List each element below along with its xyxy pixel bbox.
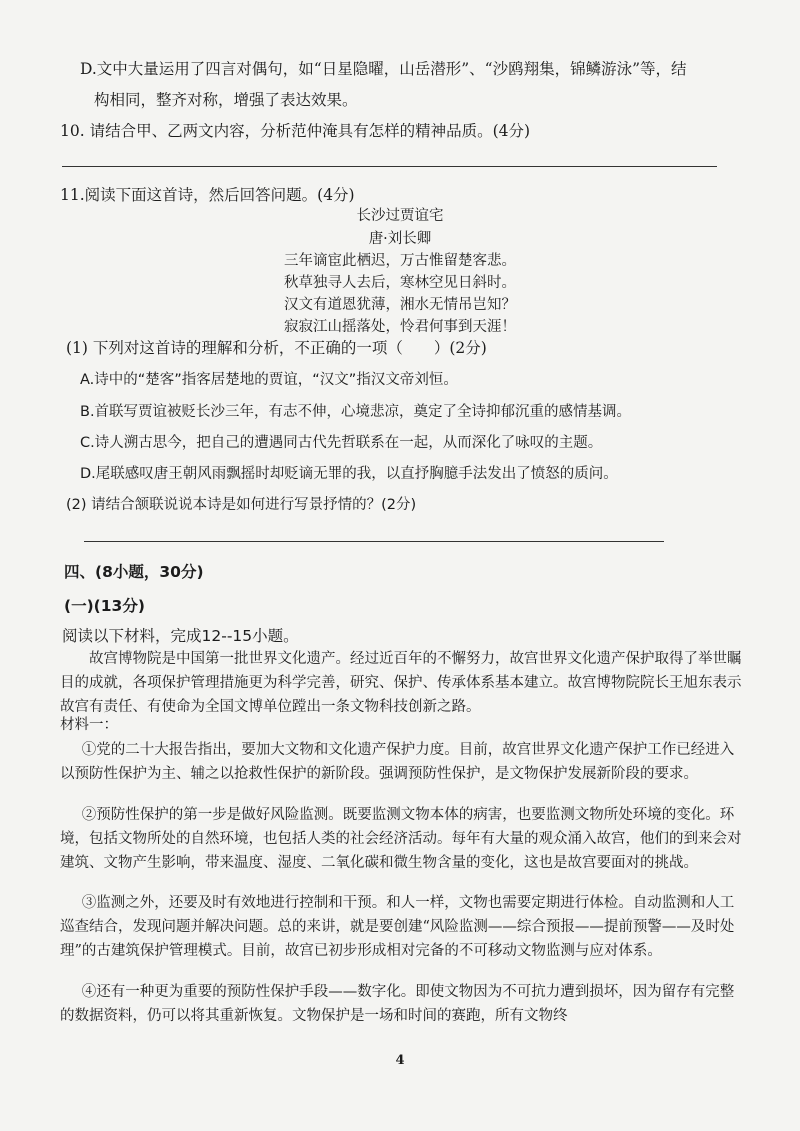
- q10-prompt: 10. 请结合甲、乙两文内容，分析范仲淹具有怎样的精神品质。(4分): [60, 122, 531, 140]
- q11-option-d: D.尾联感叹唐王朝风雨飘摇时却贬谪无罪的我，以直抒胸臆手法发出了愤怒的质问。: [80, 466, 618, 482]
- q11-option-b: B.首联写贾谊被贬长沙三年，有志不伸，心境悲凉，奠定了全诗抑郁沉重的感情基调。: [80, 404, 632, 420]
- paragraph-2: [60, 803, 745, 875]
- section-4-heading: 四、(8小题，30分): [64, 563, 204, 581]
- intro-paragraph: [60, 647, 745, 719]
- paragraph-1-text: ①党的二十大报告指出，要加大文物和文化遗产保护力度。目前，故宫世界文化遗产保护工作已经进入以预防性保护为主、辅之以抢救性保护的新阶段。强调预防性保护，是文物保护发展新阶段的要求。: [60, 742, 735, 782]
- q9-option-d-line1: D.文中大量运用了四言对偶句，如“日星隐曜，山岳潜形”、“沙鸥翔集，锦鳞游泳”等，结: [80, 60, 687, 78]
- q9-option-d-line2: 构相同，整齐对称，增强了表达效果。: [94, 91, 358, 109]
- poem-line-2: 秋草独寻人去后，寒林空见日斜时。: [284, 275, 516, 291]
- paragraph-4: [60, 980, 745, 1028]
- poem-line-3: 汉文有道恩犹薄，湘水无情吊岂知？: [284, 297, 516, 313]
- q11-sub2-prompt: (2) 请结合颔联说说本诗是如何进行写景抒情的？(2分): [66, 497, 417, 513]
- subsection-1-heading: (一)(13分): [64, 597, 145, 615]
- q11-prompt: 11.阅读下面这首诗，然后回答问题。(4分): [60, 186, 355, 204]
- q11-answer-line[interactable]: [84, 541, 664, 542]
- paragraph-1: [60, 738, 745, 786]
- q11-sub1-prompt: (1) 下列对这首诗的理解和分析，不正确的一项（ ）(2分): [66, 339, 487, 357]
- q11-option-c: C.诗人溯古思今，把自己的遭遇同古代先哲联系在一起，从而深化了咏叹的主题。: [80, 435, 603, 451]
- page-number: 4: [395, 1053, 405, 1068]
- paragraph-3: [60, 891, 745, 963]
- paragraph-4-text: ④还有一种更为重要的预防性保护手段——数字化。即使文物因为不可抗力遭到损坏，因为留存有完整的数据资料，仍可以将其重新恢复。文物保护是一场和时间的赛跑，所有文物终: [60, 984, 735, 1024]
- poem-line-1: 三年谪宦此栖迟，万古惟留楚客悲。: [284, 253, 516, 269]
- poem-title: 长沙过贾谊宅: [356, 208, 444, 224]
- intro-text: 故宫博物院是中国第一批世界文化遗产。经过近百年的不懈努力，故宫世界文化遗产保护取得了举世瞩目的成就，各项保护管理措施更为科学完善，研究、保护、传承体系基本建立。故宫博物院院长王旭东表示故宫有责任、有使命为全国文博单位蹚出一条文物科技创新之路。: [60, 651, 742, 715]
- q11-option-a: A.诗中的“楚客”指客居楚地的贾谊，“汉文”指汉文帝刘恒。: [80, 372, 458, 388]
- paragraph-2-text: ②预防性保护的第一步是做好风险监测。既要监测文物本体的病害，也要监测文物所处环境的变化。环境，包括文物所处的自然环境，也包括人类的社会经济活动。每年有大量的观众涌入故宫，他们的到来会对建筑、文物产生影响，带来温度、湿度、二氧化碳和微生物含量的变化，这也是故宫要面对的挑战。: [60, 807, 742, 871]
- q10-answer-line[interactable]: [62, 166, 717, 167]
- material-1-label: 材料一：: [60, 717, 118, 733]
- poem-line-4: 寂寂江山摇落处，怜君何事到天涯！: [284, 319, 516, 335]
- poem-author: 唐·刘长卿: [368, 231, 432, 247]
- paragraph-3-text: ③监测之外，还要及时有效地进行控制和干预。和人一样，文物也需要定期进行体检。自动监测和人工巡查结合，发现问题并解决问题。总的来讲，就是要创建“风险监测——综合预报——提前预警——及时处理”的古建筑保护管理模式。目前，故宫已初步形成相对完备的不可移动文物监测与应对体系。: [60, 895, 735, 959]
- reading-instruction: 阅读以下材料，完成12--15小题。: [62, 627, 299, 645]
